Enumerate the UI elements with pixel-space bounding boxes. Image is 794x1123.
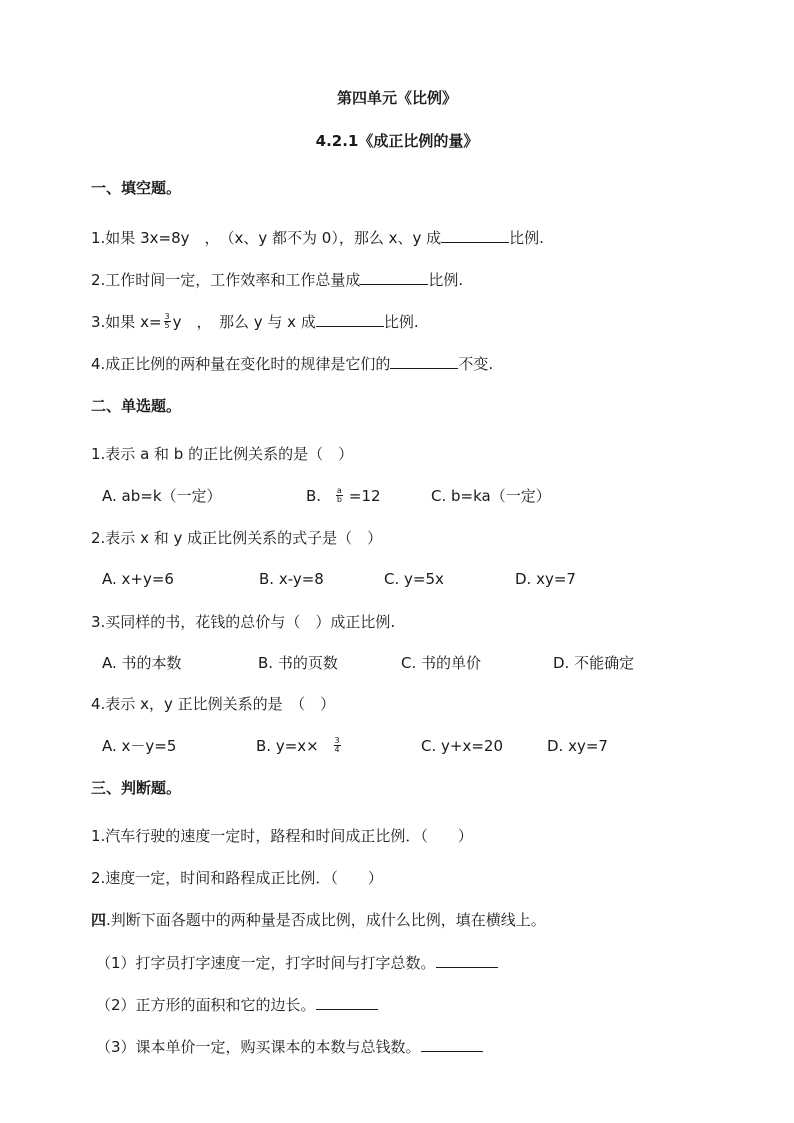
option-b-text: B. y=x× [256,737,319,755]
choice-question-3: 3.买同样的书，花钱的总价与（ ）成正比例. [91,613,396,631]
option-b[interactable]: B. x-y=8 [259,570,324,588]
option-c[interactable]: C. 书的单价 [401,654,482,672]
answer-blank[interactable] [360,270,428,285]
fraction [164,313,171,330]
fraction-numerator: 3 [164,312,170,321]
question-text: 不变. [458,355,494,373]
option-c[interactable]: C. b=ka（一定） [431,487,551,505]
proportion-question-3 [96,1037,483,1057]
question-text: 2.工作时间一定，工作效率和工作总量成 [91,271,361,289]
question-text: 4.成正比例的两种量在变化时的规律是它们的 [91,355,391,373]
answer-blank[interactable] [390,354,458,369]
option-b[interactable] [306,486,381,506]
question-text: （1）打字员打字速度一定，打字时间与打字总数。 [96,954,436,972]
choice-question-4: 4.表示 x，y 正比例关系的是 （ ） [91,695,336,713]
option-b[interactable]: B. 书的页数 [258,654,338,672]
option-c[interactable]: C. y=5x [384,570,444,588]
fill-question-3 [91,312,419,332]
page-subtitle: 4.2.1《成正比例的量》 [315,132,479,150]
fill-question-2 [91,270,463,290]
fraction-numerator: 3 [334,736,340,745]
fill-question-1 [91,228,544,248]
option-d[interactable]: D. xy=7 [547,737,608,755]
section-1-heading: 一、填空题。 [91,179,182,197]
option-a[interactable]: A. ab=k（一定） [102,487,222,505]
option-b-text: =12 [348,487,381,505]
judge-question-1: 1.汽车行驶的速度一定时，路程和时间成正比例．（ ） [91,827,473,845]
question-text: 比例. [509,229,544,247]
option-a[interactable]: A. x－y=5 [102,737,177,755]
choice-question-1: 1.表示 a 和 b 的正比例关系的是（ ） [91,445,354,463]
option-d[interactable]: D. xy=7 [515,570,576,588]
page-title: 第四单元《比例》 [336,89,457,107]
choice-question-2: 2.表示 x 和 y 成正比例关系的式子是（ ） [91,529,383,547]
section-4-number: 四 [91,911,107,929]
answer-blank[interactable] [316,312,384,327]
proportion-question-2 [96,995,378,1015]
section-4-heading [91,910,546,930]
option-a[interactable]: A. 书的本数 [102,654,182,672]
question-text: 1.如果 3x=8y ， （x、y 都不为 0），那么 x、y 成 [91,229,442,247]
fraction [334,737,341,754]
fraction-denominator: 5 [164,321,170,330]
answer-blank[interactable] [316,995,378,1010]
option-a[interactable]: A. x+y=6 [102,570,174,588]
option-c[interactable]: C. y+x=20 [421,737,503,755]
section-4-instruction: .判断下面各题中的两种量是否成比例，成什么比例，填在横线上。 [106,911,546,929]
question-text: 比例. [383,313,419,331]
fraction-numerator: a [336,486,342,495]
fraction-denominator: 4 [334,745,340,754]
question-text: （3）课本单价一定，购买课本的本数与总钱数。 [96,1038,421,1056]
question-text: 比例. [428,271,464,289]
answer-blank[interactable] [421,1037,483,1052]
section-3-heading: 三、判断题。 [91,779,182,797]
fraction [336,487,343,504]
fill-question-4 [91,354,493,374]
question-text: y ， 那么 y 与 x 成 [172,313,316,331]
proportion-question-1 [96,953,498,973]
fraction-denominator: b [336,495,342,504]
option-b-label: B. [306,487,322,505]
section-2-heading: 二、单选题。 [91,397,182,415]
option-d[interactable]: D. 不能确定 [553,654,635,672]
answer-blank[interactable] [441,228,509,243]
question-text: （2）正方形的面积和它的边长。 [96,996,316,1014]
question-text: 3.如果 x= [91,313,162,331]
option-b[interactable] [256,736,343,756]
judge-question-2: 2.速度一定，时间和路程成正比例．（ ） [91,869,383,887]
answer-blank[interactable] [436,953,498,968]
